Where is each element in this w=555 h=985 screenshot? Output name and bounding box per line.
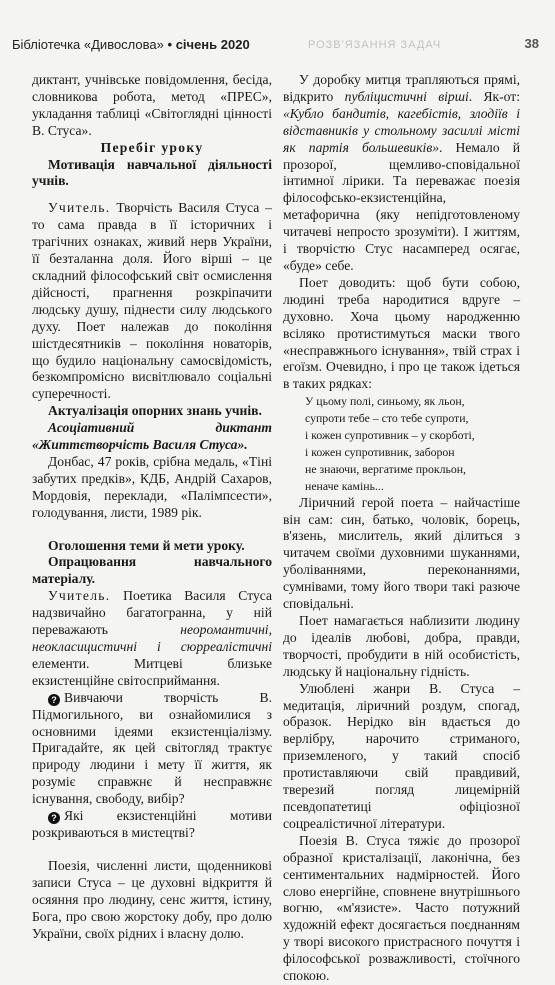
speaker-label: Учитель. bbox=[48, 588, 111, 604]
emphasis: неоромантичні, неокласицистичні і сюрреалістичні bbox=[32, 622, 272, 654]
question-text: Які екзистенційні мотиви розкриваються в мистецтві? bbox=[32, 808, 272, 840]
speaker-label: Учитель. bbox=[48, 200, 111, 216]
paragraph-text: Творчість Василя Стуса – то сама правда в її історичних і трагічних ознаках, живий нерв України, її безталанна доля. Його вірші – це складний філософський світ осмислення дійсності, прагнення розкріпачити людську душу, піднести силу людського духу. Поет належав до покоління шістдесятників – покоління новаторів, що будило національну самосвідомість, безкомпромісно висвітлювало соціальні суперечності. bbox=[32, 200, 272, 402]
paragraph bbox=[32, 588, 272, 689]
paragraph bbox=[32, 200, 272, 403]
right-column bbox=[283, 72, 520, 985]
issue-date: січень 2020 bbox=[175, 37, 250, 52]
paragraph-text: елементи. Митцеві близьке екзистенційне світосприймання. bbox=[32, 655, 272, 688]
subheading-topic: Оголошення теми й мети уроку. bbox=[48, 537, 245, 553]
faded-running-title: РОЗВ'ЯЗАННЯ ЗАДАЧ bbox=[308, 39, 442, 51]
magazine-title: Бібліотечка «Дивослова» bbox=[12, 37, 164, 52]
spacer bbox=[32, 842, 272, 858]
paragraph bbox=[283, 72, 520, 275]
question-icon: ? bbox=[48, 694, 60, 706]
paragraph-text: Поетика Василя Стуса надзвичайно багатогранна, у ній переважають bbox=[32, 588, 272, 638]
paragraph: Поезія В. Стуса тяжіє до прозорої образної кристалізації, лаконічна, без сентиментальних надмірностей. Його слово енергійне, сповнене внутрішнього вогню, «м'язисте». Часто потужний художній ефект досягається поєднанням у творі високого пристрасного почуття і філософської розважливості, стоїчного спокою. bbox=[283, 832, 520, 984]
question-2 bbox=[32, 808, 272, 842]
subheading-motivation: Мотивація навчальної діяльності учнів. bbox=[32, 156, 272, 189]
spacer bbox=[32, 190, 272, 200]
emphasis: публіцистичні вірші bbox=[344, 88, 469, 104]
poem-line: і кожен супротивник – у скорботі, bbox=[305, 428, 475, 443]
paragraph: Поезія, численні листи, щоденникові записи Стуса – це духовні відкриття й осяяння про людину, сенс життя, істину, Бога, про свою жорстоку добу, про долю України, своїх рідних і власну долю. bbox=[32, 857, 272, 941]
poem-line: і кожен супротивник, заборон bbox=[305, 444, 455, 459]
paragraph-text: У доробку митця трапляються прямі, відкрито bbox=[283, 72, 520, 104]
paragraph-text: . Немало й прозорої, щемливо-сповідальної інтимної лірики. Та переважає поезія філософсько-екзистенційна, метафорична (яку непідготовленому читачеві непросто зрозуміти). І життям, і творчістю Стус насамперед осягає, «буде» себе. bbox=[283, 139, 520, 273]
paragraph: диктант, учнівське повідомлення, бесіда, словникова робота, метод «ПРЕС», укладання таблиці «Світоглядні цінності В. Стуса». bbox=[32, 72, 272, 138]
paragraph: Поет доводить: щоб бути собою, людині треба народитися вдруге – духовно. Хоча цьому народженню всіляко протистимуться маски твого «несправжнього існування», твій страх і егоїзм. Очевидно, і про це також ідеться в таких рядках: bbox=[283, 274, 520, 392]
paragraph: Донбас, 47 років, срібна медаль, «Тіні забутих предків», КДБ, Андрій Сахаров, Мордовія, переклади, «Палімпсести», голодування, листи, 1989 рік. bbox=[32, 453, 272, 520]
poem-line: супроти тебе – сто тебе супроти, bbox=[305, 411, 469, 426]
subheading-material: Опрацювання навчального матеріалу. bbox=[32, 554, 272, 587]
header-bullet: • bbox=[167, 37, 173, 52]
poem bbox=[283, 393, 520, 494]
subheading-dictation: Асоціативний диктант «Життєтворчість Василя Стуса». bbox=[32, 420, 272, 453]
running-head bbox=[12, 37, 250, 52]
section-heading: Перебіг уроку bbox=[100, 139, 204, 155]
question-1 bbox=[32, 690, 272, 808]
spacer bbox=[32, 522, 272, 538]
paragraph: Ліричний герой поета – найчастіше він сам: син, батько, чоловік, борець, в'язень, мислитель, який ділиться з читачем своїми духовними шуканнями, уболіваннями, переконаннями, сумнівами, тому його твори такі разюче сповідальні. bbox=[283, 494, 520, 612]
question-icon: ? bbox=[48, 812, 60, 824]
subheading-actualization: Актуалізація опорних знань учнів. bbox=[48, 403, 262, 419]
paragraph: Улюблені жанри В. Стуса – медитація, ліричний роздум, спогад, образок. Нерідко він вдається до верлібру, нарочито стриманого, приземленого, у такий спосіб протиставляючи свій правдивий, тверезий погляд лицемірній псевдопатетиці офіціозної соцреалістичної літератури. bbox=[283, 680, 520, 831]
poem-line: У цьому полі, синьому, як льон, bbox=[305, 394, 465, 409]
page-header bbox=[12, 34, 541, 56]
left-column bbox=[32, 72, 272, 942]
page-number: 38 bbox=[524, 36, 539, 51]
question-text: Вивчаючи творчість В. Підмогильного, ви ознайомилися з основними ідеями екзистенціалізму. Пригадайте, як цей світогляд трактує природу людини і мету її життя, як розуміє справжнє й несправжнє існування, свободу, вибір? bbox=[32, 689, 272, 807]
poem-line: не знаючи, вергатиме прокльон, bbox=[305, 461, 467, 476]
poem-line: неначе камінь... bbox=[305, 478, 384, 493]
paragraph-text: . Як-от: bbox=[468, 88, 520, 104]
quote: «Кубло бандитів, кагебістів, злодіїв і відставників у стольному засиллі місті як партія большевиків» bbox=[283, 105, 520, 155]
paragraph: Поет намагається наблизити людину до ідеалів любові, добра, правди, творчості, пробудити в ній особистість, людську й національну гідність. bbox=[283, 613, 520, 679]
